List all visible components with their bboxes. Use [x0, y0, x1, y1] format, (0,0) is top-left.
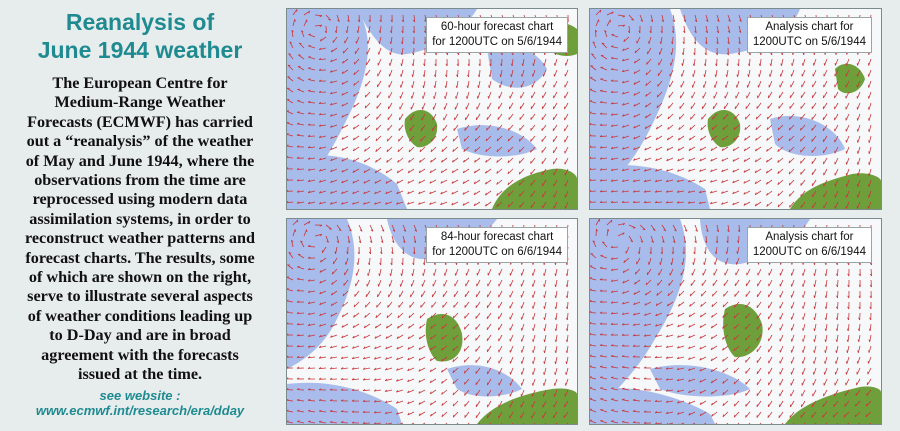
wind-arrow-head	[432, 305, 433, 308]
wind-arrow-head	[467, 96, 468, 98]
wind-arrow-head	[647, 62, 648, 65]
wind-arrow-head	[669, 106, 670, 109]
body-line: Medium-Range Weather	[54, 93, 226, 112]
caption-line-2: 1200UTC on 5/6/1944	[752, 36, 866, 48]
wind-arrow-head	[803, 350, 804, 352]
wind-arrow	[469, 70, 470, 77]
wind-arrow-head	[498, 128, 499, 130]
wind-arrow-head	[724, 117, 725, 120]
wind-arrow-head	[715, 262, 716, 264]
wind-arrow-head	[790, 117, 791, 119]
body-line: forecast charts. The results, some	[25, 248, 255, 267]
wind-arrow-head	[520, 194, 521, 197]
wind-arrow-head	[745, 117, 746, 120]
wind-arrow-head	[857, 151, 858, 154]
wind-arrow-head	[823, 415, 824, 418]
wind-arrow-head	[543, 383, 544, 386]
wind-arrow-head	[803, 328, 804, 330]
wind-arrow-head	[803, 273, 804, 275]
wind-arrow-head	[432, 139, 433, 142]
wind-arrow-head	[746, 327, 747, 329]
body-line: agreement with the forecasts	[41, 345, 239, 364]
body-line: serve to illustrate several aspects	[27, 287, 253, 306]
wind-arrow-head	[803, 284, 804, 286]
wind-arrow-head	[590, 101, 592, 102]
wind-arrow-head	[803, 317, 804, 319]
description	[8, 74, 272, 385]
body-line: assimilation systems, in order to	[29, 209, 251, 228]
wind-arrow-head	[464, 327, 465, 330]
wind-arrow-head	[770, 74, 771, 76]
caption-line-1: Analysis chart for	[765, 231, 854, 243]
wind-arrow-head	[714, 85, 715, 88]
wind-arrow-head	[376, 128, 377, 130]
wind-arrow-head	[746, 349, 747, 352]
title-line-2: June 1944 weather	[37, 37, 243, 63]
wind-arrow-head	[532, 74, 533, 76]
chart-caption	[747, 227, 872, 263]
wind-arrow-head	[295, 229, 296, 232]
chart-caption	[747, 17, 872, 53]
wind-arrow-head	[778, 117, 779, 120]
caption-line-2: for 1200UTC on 6/6/1944	[432, 246, 562, 258]
page-title	[0, 8, 280, 64]
body-line: of weather conditions leading up	[27, 306, 253, 325]
wind-arrow-head	[649, 41, 650, 43]
wind-arrow-head	[400, 85, 401, 87]
wind-arrow-head	[846, 361, 847, 364]
wind-arrow-head	[365, 305, 366, 308]
wind-arrow	[633, 368, 640, 369]
wind-arrow-head	[465, 382, 466, 385]
text-column	[0, 0, 280, 431]
wind-arrow	[622, 357, 629, 358]
wind-arrow	[287, 390, 293, 391]
wind-arrow-head	[836, 361, 837, 363]
wind-arrow	[403, 37, 404, 44]
wind-arrow-head	[377, 117, 378, 120]
wind-arrow-head	[532, 295, 533, 298]
wind-arrow-head	[354, 62, 355, 65]
wind-arrow	[838, 302, 839, 309]
caption-line-2: for 1200UTC on 5/6/1944	[432, 36, 562, 48]
wind-arrow-head	[857, 173, 858, 176]
wind-arrow-head	[691, 117, 692, 120]
body-line: issued at the time.	[77, 365, 203, 384]
wind-arrow-head	[389, 63, 390, 65]
wind-arrow-head	[600, 79, 602, 80]
wind-arrow-head	[648, 262, 649, 265]
wind-arrow-head	[456, 96, 457, 98]
wind-arrow-head	[500, 85, 501, 88]
wind-arrow-head	[725, 85, 726, 88]
caption-line-2: 1200UTC on 6/6/1944	[752, 246, 866, 258]
wind-arrow	[838, 280, 839, 287]
title-line-1: Reanalysis of	[65, 9, 215, 35]
wind-arrow-head	[857, 140, 858, 142]
caption-line-1: Analysis chart for	[765, 21, 854, 33]
wind-arrow-head	[801, 161, 802, 164]
wind-arrow	[611, 70, 618, 71]
wind-arrow-head	[366, 84, 367, 87]
wind-arrow	[287, 191, 293, 192]
wind-arrow-head	[681, 74, 682, 76]
chart-panel-84h-forecast	[286, 218, 578, 425]
wind-arrow-head	[600, 398, 603, 399]
body-line: Forecasts (ECMWF) has carried	[27, 112, 253, 131]
wind-arrow-head	[531, 161, 532, 164]
wind-arrow-head	[814, 361, 815, 363]
wind-arrow-head	[399, 139, 400, 142]
chart-panel-analysis-6-6	[589, 218, 882, 425]
wind-arrow-head	[802, 63, 803, 65]
body-line: to D-Day and are in broad	[49, 326, 231, 345]
body-line: reconstruct weather patterns and	[24, 229, 256, 248]
wind-arrow-head	[735, 117, 736, 119]
chart-panel-60h-forecast	[286, 8, 578, 210]
wind-arrow-head	[308, 45, 311, 46]
wind-arrow-head	[869, 118, 870, 120]
wind-arrow-head	[533, 306, 534, 309]
body-line: of May and June 1944, where the	[25, 151, 255, 170]
body-line: of which are shown on the right,	[28, 268, 252, 287]
wind-arrow-head	[465, 393, 466, 396]
website-link[interactable]: www.ecmwf.int/research/era/dday	[35, 402, 245, 418]
wind-arrow	[706, 247, 707, 254]
body-line: observations from the time are	[34, 171, 246, 190]
wind-arrow-head	[297, 266, 300, 267]
wind-arrow-head	[531, 139, 532, 142]
chart-panel-analysis-5-6	[589, 8, 882, 210]
wind-arrow-head	[670, 63, 671, 65]
caption-line-1: 60-hour forecast chart	[440, 21, 554, 33]
wind-arrow-head	[734, 305, 735, 308]
body-line: reprocessed using modern data	[32, 190, 248, 209]
wind-arrow-head	[519, 183, 520, 186]
wind-arrow-head	[658, 283, 659, 286]
wind-arrow-head	[411, 96, 412, 98]
wind-arrow-head	[801, 139, 802, 141]
website-label: see website :	[99, 387, 181, 403]
wind-arrow-head	[801, 117, 802, 120]
wind-arrow-head	[554, 63, 555, 65]
wind-arrow-head	[869, 184, 870, 186]
wind-arrow-head	[464, 371, 465, 374]
wind-arrow-head	[345, 262, 346, 265]
wind-arrow-head	[519, 139, 520, 142]
wind-arrow-head	[746, 415, 747, 418]
wind-arrow-head	[868, 107, 869, 110]
wind-arrow-head	[521, 372, 522, 374]
wind-arrow	[392, 26, 393, 33]
wind-arrow	[341, 423, 348, 424]
wind-arrow-head	[591, 254, 593, 255]
body-line: The European Centre for	[52, 74, 228, 92]
wind-arrow-head	[801, 128, 802, 130]
caption-line-1: 84-hour forecast chart	[440, 231, 554, 243]
wind-arrow-head	[833, 415, 834, 417]
chart-caption	[426, 17, 568, 53]
wind-arrow-head	[533, 372, 534, 374]
wind-arrow-head	[509, 128, 510, 130]
wind-arrow	[739, 236, 740, 243]
wind-arrow	[838, 291, 839, 298]
wind-arrow-head	[367, 41, 368, 44]
wind-arrow-head	[746, 338, 747, 340]
wind-arrow	[673, 37, 674, 44]
wind-arrow-head	[590, 387, 592, 388]
body-line: out a “reanalysis” of the weather	[26, 132, 254, 151]
wind-arrow-head	[857, 162, 858, 165]
chart-caption	[426, 227, 568, 263]
wind-arrow-head	[856, 404, 857, 406]
wind-arrow-head	[801, 150, 802, 152]
